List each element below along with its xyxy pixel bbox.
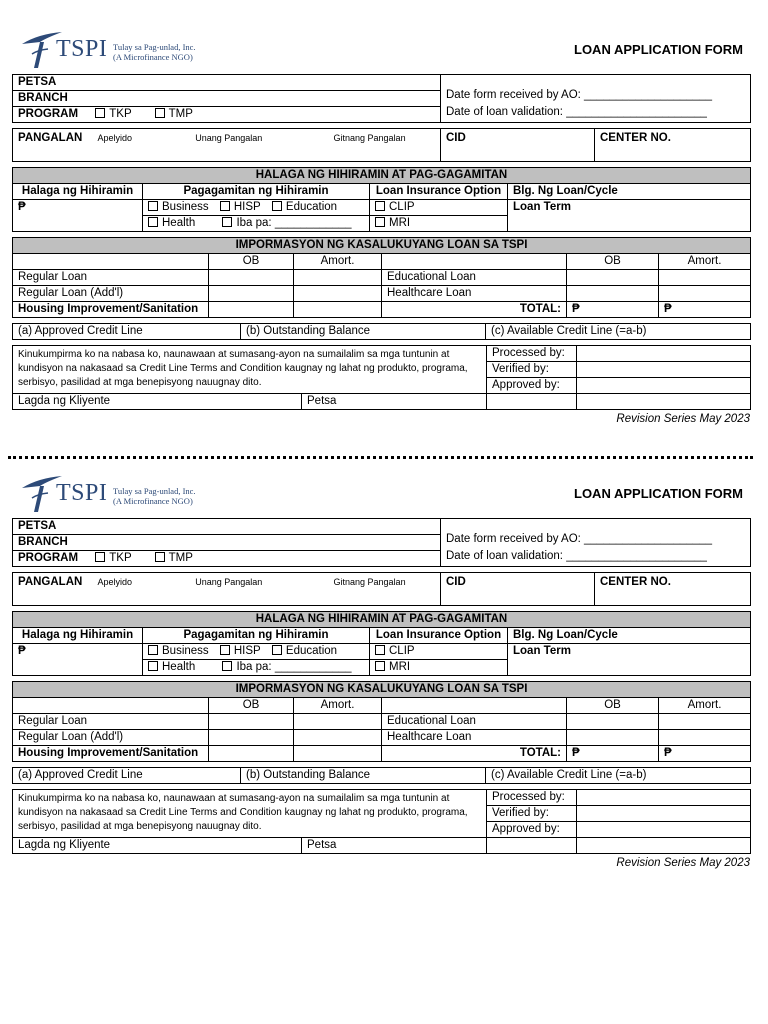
mri-checkbox[interactable]: MRI [370,660,508,676]
healthcare-loan-ob[interactable] [567,730,659,746]
insurance-header: Loan Insurance Option [370,184,508,200]
regular-loan-amort[interactable] [294,714,382,730]
educational-loan-label: Educational Loan [382,714,567,730]
branch-field[interactable] [13,91,441,107]
pangalan-field[interactable] [13,129,441,162]
declaration-table [12,345,751,410]
approved-field[interactable] [577,378,751,394]
logo-name: TSPI [56,480,108,506]
petsa-sign-field[interactable]: Petsa [302,394,487,410]
ob-header-2: OB [567,698,659,714]
available-field[interactable]: (c) Available Credit Line (=a-b) [486,324,751,340]
gitnang-label: Gitnang Pangalan [333,133,406,143]
program-label: PROGRAM [18,108,79,120]
total-amort[interactable] [659,746,751,762]
amort-header-2: Amort. [659,698,751,714]
approved-credit-field[interactable]: (a) Approved Credit Line [13,768,241,784]
insurance-header: Loan Insurance Option [370,628,508,644]
date-received-field[interactable]: Date form received by AO: ____________________ [446,533,712,545]
unang-label: Unang Pangalan [195,133,263,143]
program-field [13,107,441,123]
tkp-label: TKP [109,108,132,120]
logo-subtitle [113,486,196,506]
section-impormasyon-header: IMPORMASYON NG KASALUKUYANG LOAN SA TSPI [13,682,751,698]
processed-label: Processed by: [487,790,577,806]
form-title: LOAN APPLICATION FORM [574,42,743,57]
form-header [12,472,751,518]
name-table [12,572,751,606]
ob-header-2: OB [567,254,659,270]
ao-dates-cell [441,519,751,567]
hisp-checkbox[interactable]: HISP [220,201,261,213]
form-title: LOAN APPLICATION FORM [574,486,743,501]
checkbox-icon [95,108,105,118]
iba-pa-checkbox[interactable]: Iba pa: ____________ [222,217,351,229]
approved-credit-field[interactable]: (a) Approved Credit Line [13,324,241,340]
amort-header: Amort. [294,254,382,270]
approved-field[interactable] [577,822,751,838]
petsa-label: PETSA [18,76,57,88]
housing-ob[interactable] [209,746,294,762]
purpose-row-1 [143,644,370,660]
educational-loan-ob[interactable] [567,270,659,286]
approved-label: Approved by: [487,822,577,838]
cid-label: CID [446,132,466,144]
halaga-amount-field[interactable] [13,200,143,232]
halaga-header: Halaga ng Hihiramin [13,184,143,200]
name-table [12,128,751,162]
verified-field[interactable] [577,362,751,378]
housing-label: Housing Improvement/Sanitation [13,302,209,318]
verified-label: Verified by: [487,806,577,822]
revision-note: Revision Series May 2023 [616,413,750,425]
health-checkbox[interactable]: Health [148,661,195,673]
program-field [13,551,441,567]
regular-loan-ob[interactable] [209,714,294,730]
blg-header: Blg. Ng Loan/Cycle [508,628,751,644]
revision-note: Revision Series May 2023 [616,857,750,869]
lagda-field[interactable]: Lagda ng Kliyente [13,394,302,410]
credit-line-table [12,767,751,784]
blg-header: Blg. Ng Loan/Cycle [508,184,751,200]
tspi-logo [18,30,218,70]
peso-icon: ₱ [572,747,580,759]
peso-icon: ₱ [664,747,672,759]
loan-form-copy-2 [12,472,751,900]
loan-amount-table [12,611,751,676]
processed-field[interactable] [577,346,751,362]
current-loan-table [12,237,751,318]
form-header [12,28,751,74]
healthcare-loan-ob[interactable] [567,286,659,302]
regular-loan-ob[interactable] [209,270,294,286]
processed-field[interactable] [577,790,751,806]
applicant-info-table [12,74,751,123]
regular-loan-label: Regular Loan [13,714,209,730]
outstanding-field[interactable]: (b) Outstanding Balance [241,768,486,784]
halaga-amount-field[interactable] [13,644,143,676]
section-impormasyon-header: IMPORMASYON NG KASALUKUYANG LOAN SA TSPI [13,238,751,254]
housing-amort[interactable] [294,302,382,318]
checkbox-icon [155,108,165,118]
current-loan-table [12,681,751,762]
branch-field[interactable] [13,535,441,551]
checkbox-icon [95,552,105,562]
educational-loan-label: Educational Loan [382,270,567,286]
hisp-checkbox[interactable]: HISP [220,645,261,657]
petsa-label: PETSA [18,520,57,532]
regular-loan-amort[interactable] [294,270,382,286]
date-validation-field[interactable]: Date of loan validation: ______________________ [446,550,707,562]
housing-label: Housing Improvement/Sanitation [13,746,209,762]
regular-loan-add-ob[interactable] [209,730,294,746]
pangalan-label: PANGALAN [18,132,83,144]
pangalan-field[interactable] [13,573,441,606]
amort-header-2: Amort. [659,254,751,270]
center-no-field[interactable] [595,573,751,606]
clip-checkbox[interactable]: CLIP [370,644,508,660]
regular-loan-add-label: Regular Loan (Add'l) [13,286,209,302]
center-no-field[interactable] [595,129,751,162]
cid-label: CID [446,576,466,588]
date-validation-field[interactable]: Date of loan validation: ______________________ [446,106,707,118]
peso-icon: ₱ [18,201,26,213]
lagda-field[interactable]: Lagda ng Kliyente [13,838,302,854]
total-amort[interactable] [659,302,751,318]
cid-field[interactable] [441,573,595,606]
tkp-checkbox[interactable] [95,552,131,564]
logo-sub-line-2: (A Microfinance NGO) [113,496,193,506]
approved-label: Approved by: [487,378,577,394]
apelyido-label: Apelyido [97,133,133,143]
halaga-header: Halaga ng Hihiramin [13,628,143,644]
healthcare-loan-label: Healthcare Loan [382,730,567,746]
educational-loan-amort[interactable] [659,270,751,286]
regular-loan-add-amort[interactable] [294,730,382,746]
petsa-field[interactable] [13,75,441,91]
tkp-checkbox[interactable] [95,108,131,120]
total-label: TOTAL: [382,302,567,318]
iba-pa-checkbox[interactable]: Iba pa: ____________ [222,661,351,673]
housing-amort[interactable] [294,746,382,762]
business-checkbox[interactable]: Business [148,201,209,213]
petsa-field[interactable] [13,519,441,535]
program-label: PROGRAM [18,552,79,564]
ob-header: OB [209,254,294,270]
healthcare-loan-amort[interactable] [659,286,751,302]
logo-subtitle [113,42,196,62]
branch-label: BRANCH [18,92,68,104]
mri-checkbox[interactable]: MRI [370,216,508,232]
pagagamitan-header: Pagagamitan ng Hihiramin [143,628,370,644]
credit-line-table [12,323,751,340]
tkp-label: TKP [109,552,132,564]
regular-loan-add-label: Regular Loan (Add'l) [13,730,209,746]
section-halaga-header: HALAGA NG HIHIRAMIN AT PAG-GAGAMITAN [13,168,751,184]
clip-checkbox[interactable]: CLIP [370,200,508,216]
total-ob[interactable] [567,746,659,762]
purpose-row-2 [143,216,370,232]
healthcare-loan-label: Healthcare Loan [382,286,567,302]
declaration-table [12,789,751,854]
verified-label: Verified by: [487,362,577,378]
educational-loan-amort[interactable] [659,714,751,730]
verified-field[interactable] [577,806,751,822]
cid-field[interactable] [441,129,595,162]
center-no-label: CENTER NO. [600,576,671,588]
ao-dates-cell [441,75,751,123]
logo-sub-line-2: (A Microfinance NGO) [113,52,193,62]
tmp-label: TMP [168,552,193,564]
total-ob[interactable] [567,302,659,318]
amort-header: Amort. [294,698,382,714]
pangalan-label: PANGALAN [18,576,83,588]
regular-loan-label: Regular Loan [13,270,209,286]
checkbox-icon [155,552,165,562]
applicant-info-table [12,518,751,567]
processed-label: Processed by: [487,346,577,362]
center-no-label: CENTER NO. [600,132,671,144]
branch-label: BRANCH [18,536,68,548]
loan-amount-table [12,167,751,232]
regular-loan-add-amort[interactable] [294,286,382,302]
education-checkbox[interactable]: Education [272,201,337,213]
tspi-logo [18,474,218,514]
peso-icon: ₱ [572,303,580,315]
gitnang-label: Gitnang Pangalan [333,577,406,587]
logo-sub-line-1: Tulay sa Pag-unlad, Inc. [113,486,196,496]
ob-header: OB [209,698,294,714]
petsa-sign-field[interactable]: Petsa [302,838,487,854]
outstanding-field[interactable]: (b) Outstanding Balance [241,324,486,340]
loan-term-field[interactable]: Loan Term [508,200,751,232]
declaration-text: Kinukumpirma ko na nabasa ko, naunawaan at sumasang-ayon na sumailalim sa mga tuntunin at kundisyon na nakasaad sa Credit Line Terms and Condition kaugnay ng lahat ng produkto, programa, serbisyo, pasilidad at mga benepisyong nauugnay dito. [13,346,487,394]
business-checkbox[interactable]: Business [148,645,209,657]
loan-term-field[interactable]: Loan Term [508,644,751,676]
peso-icon: ₱ [664,303,672,315]
tmp-label: TMP [168,108,193,120]
total-label: TOTAL: [382,746,567,762]
section-halaga-header: HALAGA NG HIHIRAMIN AT PAG-GAGAMITAN [13,612,751,628]
educational-loan-ob[interactable] [567,714,659,730]
apelyido-label: Apelyido [97,577,133,587]
purpose-row-2 [143,660,370,676]
housing-ob[interactable] [209,302,294,318]
regular-loan-add-ob[interactable] [209,286,294,302]
loan-form-copy-1 [12,28,751,456]
education-checkbox[interactable]: Education [272,645,337,657]
tmp-checkbox[interactable] [155,108,193,120]
unang-label: Unang Pangalan [195,577,263,587]
peso-icon: ₱ [18,645,26,657]
date-received-field[interactable]: Date form received by AO: ____________________ [446,89,712,101]
available-field[interactable]: (c) Available Credit Line (=a-b) [486,768,751,784]
logo-sub-line-1: Tulay sa Pag-unlad, Inc. [113,42,196,52]
healthcare-loan-amort[interactable] [659,730,751,746]
logo-name: TSPI [56,36,108,62]
declaration-text: Kinukumpirma ko na nabasa ko, naunawaan at sumasang-ayon na sumailalim sa mga tuntunin at kundisyon na nakasaad sa Credit Line Terms and Condition kaugnay ng lahat ng produkto, programa, serbisyo, pasilidad at mga benepisyong nauugnay dito. [13,790,487,838]
pagagamitan-header: Pagagamitan ng Hihiramin [143,184,370,200]
cut-line [8,456,753,459]
health-checkbox[interactable]: Health [148,217,195,229]
tmp-checkbox[interactable] [155,552,193,564]
purpose-row-1 [143,200,370,216]
